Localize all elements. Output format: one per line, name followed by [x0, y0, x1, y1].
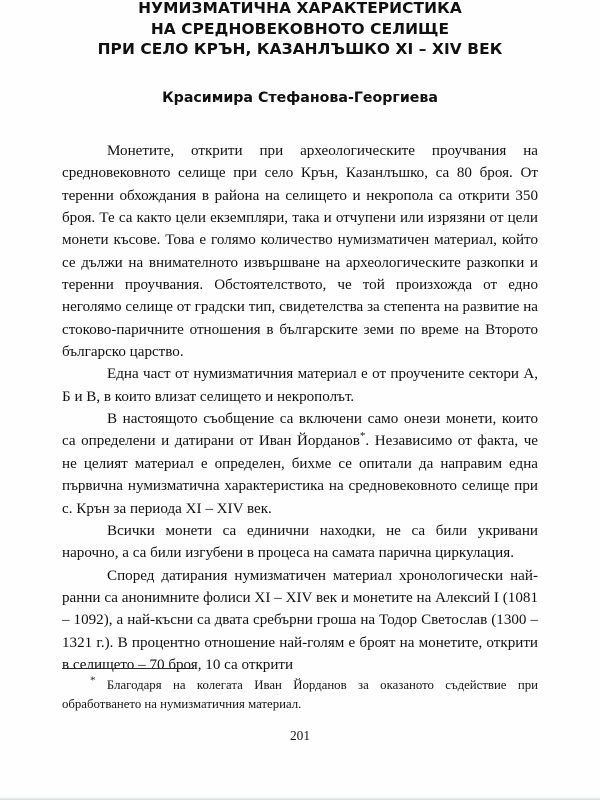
title-line-3: ПРИ СЕЛО КРЪН, КАЗАНЛЪШКО XI – XIV ВЕК [97, 40, 503, 58]
footnote-reference-marker: * [359, 430, 366, 443]
footnote-section [62, 668, 538, 713]
paragraph-4: Всички монети са единични находки, не са били укривани нарочно, а са били изгубени в процеса на самата парична циркулация. [62, 522, 538, 562]
paragraph-5: Според датирания нумизматичен материал хронологически най-ранни са анонимните фолиси XI – XIV век и монетите на Алексий I (1081 – 1092), а най-късни са двата сребърни гроша на Тодор Светослав (1300 – 1321 г.). В процентно отношение най-голям е броят на монетите, открити в селището – 70 броя, 10 са открити [62, 567, 538, 673]
footnote-marker: * [90, 674, 96, 687]
document-title [0, 0, 600, 60]
title-line-2: НА СРЕДНОВЕКОВНОТО СЕЛИЩЕ [150, 19, 450, 38]
paragraph-2: Една част от нумизматичния материал е от проучените сектори А, Б и В, в които влизат селището и некрополът. [62, 366, 538, 405]
footnote-body: Благодаря на колегата Иван Йорданов за оказаното съдействие при обработването на нумизматичния материал. [62, 678, 538, 711]
body-text [62, 140, 538, 676]
title-line-1: НУМИЗМАТИЧНА ХАРАКТЕРИСТИКА [138, 0, 462, 17]
author-byline: Красимира Стефанова-Георгиева [162, 90, 438, 106]
page-number: 201 [289, 728, 311, 743]
footnote-separator-rule [62, 668, 194, 669]
paragraph-1: Монетите, открити при археологическите проучвания на средновековното селище при село Крън, Казанлъшко, са 80 броя. От теренни обхождания в района на селището и некропола са открити 350 броя. Те са както цели екземпляри, така и отчупени или изрязяни от цели монети късове. Това е голямо количество нумизматичен материал, който се дължи на внимателното извършване на археологическите разкопки и теренни проучвания. Обстоятелството, че той произхожда от едно неголямо селище от градски тип, свидетелства за степента на развитие на стоково-паричните отношения в българските земи по време на Второто българско царство. [62, 143, 538, 361]
paragraph-3-text: В настоящото съобщение са включени само онези монети, които са определени и датирани от Иван Йорданов [62, 411, 538, 450]
footnote-entry [62, 676, 538, 713]
paragraph-3 [62, 408, 538, 520]
paragraph-3-continuation: . Независимо от факта, че не целият материал е определен, бихме се опитали да направим една първична нумизматична характеристика на средновековното селище при с. Крън за периода XI – XIV век. [62, 433, 538, 517]
